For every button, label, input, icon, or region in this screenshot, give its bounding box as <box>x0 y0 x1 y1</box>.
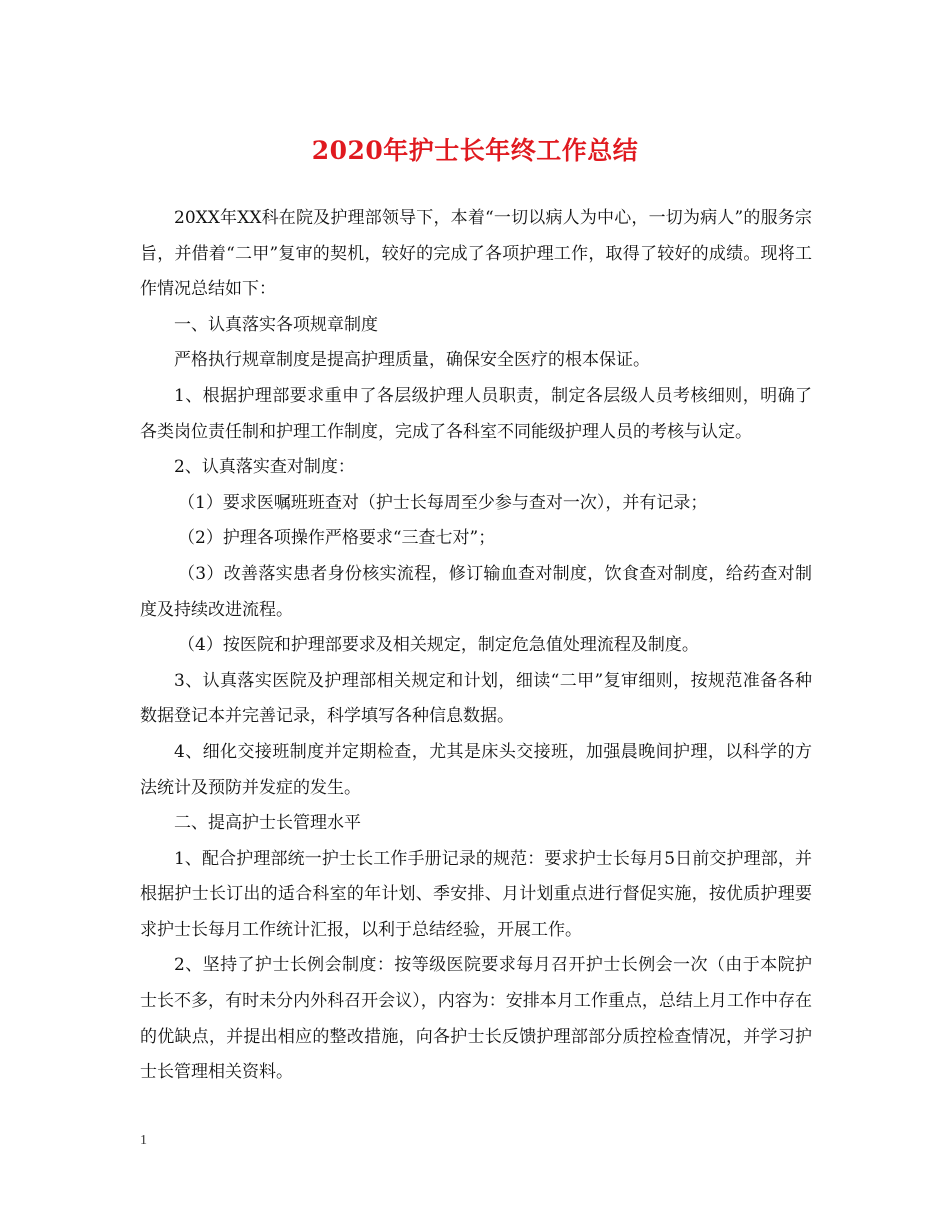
paragraph: 2、认真落实查对制度： <box>174 457 355 478</box>
sub-item: （3）改善落实患者身份核实流程，修订输血查对制度，饮食查对制度，给药查对制度及持续改进流程。 <box>140 563 812 620</box>
paragraph: 严格执行规章制度是提高护理质量，确保安全医疗的根本保证。 <box>174 350 650 371</box>
sub-item: （4）按医院和护理部要求及相关规定，制定危急值处理流程及制度。 <box>178 635 699 656</box>
paragraph: 3、认真落实医院及护理部相关规定和计划，细读“二甲”复审细则，按规范准备各种数据登记本并完善记录，科学填写各种信息数据。 <box>140 670 812 727</box>
document-title: 2020年护士长年终工作总结 <box>311 136 639 165</box>
section-heading-1: 一、认真落实各项规章制度 <box>174 314 378 335</box>
paragraph: 1、配合护理部统一护士长工作手册记录的规范：要求护士长每月5日前交护理部，并根据护士长订出的适合科室的年计划、季安排、月计划重点进行督促实施，按优质护理要求护士长每月工作统计汇报，以利于总结经验，开展工作。 <box>140 848 812 940</box>
document-body <box>140 201 812 1091</box>
paragraph: 2、坚持了护士长例会制度：按等级医院要求每月召开护士长例会一次（由于本院护士长不多，有时未分内外科召开会议），内容为：安排本月工作重点，总结上月工作中存在的优缺点，并提出相应的整改措施，向各护士长反馈护理部部分质控检查情况，并学习护士长管理相关资料。 <box>140 955 812 1083</box>
paragraph: 1、根据护理部要求重申了各层级护理人员职责，制定各层级人员考核细则，明确了各类岗位责任制和护理工作制度，完成了各科室不同能级护理人员的考核与认定。 <box>140 385 812 442</box>
sub-item: （1）要求医嘱班班查对（护士长每周至少参与查对一次），并有记录； <box>178 492 708 513</box>
paragraph: 4、细化交接班制度并定期检查，尤其是床头交接班，加强晨晚间护理，以科学的方法统计及预防并发症的发生。 <box>140 741 812 798</box>
section-heading-2: 二、提高护士长管理水平 <box>174 813 361 834</box>
sub-item: （2）护理各项操作严格要求“三查七对”； <box>178 528 496 549</box>
page-number: 1 <box>140 1133 147 1148</box>
intro-paragraph: 20XX年XX科在院及护理部领导下，本着“一切以病人为中心，一切为病人”的服务宗旨，并借着“二甲”复审的契机，较好的完成了各项护理工作，取得了较好的成绩。现将工作情况总结如下： <box>140 208 812 300</box>
